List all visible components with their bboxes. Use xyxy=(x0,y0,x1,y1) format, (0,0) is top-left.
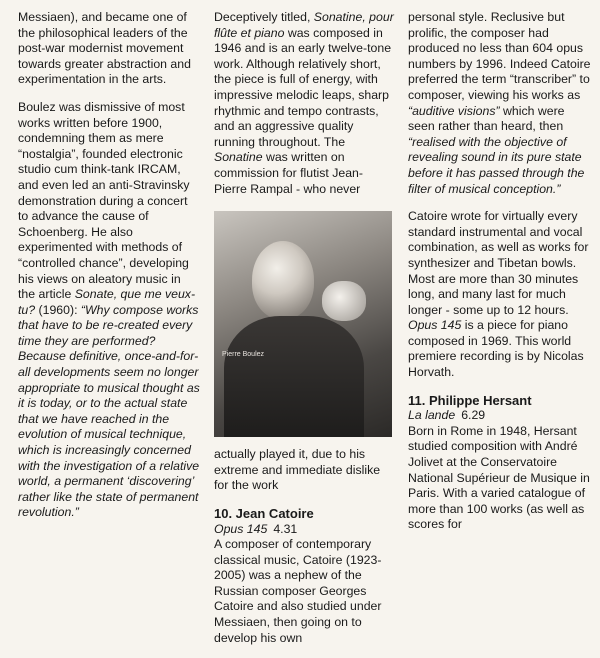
track-heading: 10. Jean Catoire xyxy=(214,505,314,521)
paragraph xyxy=(18,100,200,521)
paragraph xyxy=(214,10,394,197)
track-heading: 11. Philippe Hersant xyxy=(408,392,532,408)
quote: “realised with the objective of revealing sound in its pure state before it has passed through the filter of musical conception.” xyxy=(408,134,585,196)
column-2 xyxy=(214,10,394,658)
quote: “auditive visions” xyxy=(408,103,500,118)
duration: 4.31 xyxy=(273,521,298,536)
text-run: personal style. Reclusive but prolific, the composer had produced no less than 604 opus numbers by 1996. Indeed Catoire preferred the term “transcriber” to composer, viewing his works as xyxy=(408,10,591,102)
text-run: was composed in 1946 and is an early twelve-tone work. Although relatively short, the piece is full of energy, with impressive melodic leaps, sharp rhythmic and tempo contrasts, and an aggressive quality running throughout. The xyxy=(214,25,392,149)
text-run: Boulez was dismissive of most works written before 1900, condemning them as mere “nostalgia”, founded electronic studio cum think-tank IRCAM, and even led an anti-Stravinsky demonstration during a concert to advance the cause of Schoenberg. He also experimented with methods of “controlled chance”, developing his views on aleatory music in the article xyxy=(18,99,190,302)
photo-credit: Pierre Boulez xyxy=(222,351,265,359)
composer-photo xyxy=(214,211,392,437)
track-subtitle xyxy=(214,522,394,538)
photo-body xyxy=(224,316,364,437)
work-title: Sonatine xyxy=(214,150,263,165)
text-run: which were seen rather than heard, then xyxy=(408,103,565,134)
paragraph: actually played it, due to his extreme and immediate dislike for the work xyxy=(214,447,381,493)
paragraph: A composer of contemporary classical music, Catoire (1923-2005) was a nephew of the Russian composer Georges Catoire and also studied under Messiaen, then going on to develop his own xyxy=(214,537,382,645)
work-title: Opus 145 xyxy=(408,318,462,333)
column-1 xyxy=(18,10,200,533)
text-run: is a piece for piano composed in 1969. This world premiere recording is by Nicolas Horvath. xyxy=(408,318,584,380)
text-run: (1960): xyxy=(35,302,81,317)
text-run: was written on commission for flutist Jean-Pierre Rampal - who never xyxy=(214,150,363,196)
duration: 6.29 xyxy=(461,408,486,423)
work-title: Sonate, que me veux-tu? xyxy=(18,287,196,317)
track-subtitle xyxy=(408,408,594,424)
work-title: La lande xyxy=(408,408,456,423)
quote: “Why compose works that have to be re-created every time they are performed? Because definitive, once-and-for-all developments seem no longer appropriate to musical thought as it is today, or to the actual state that we have reached in the evolution of musical technique, which is increasingly concerned with the investigation of a relative world, a permanent ‘discovering’ rather like the state of permanent revolution.” xyxy=(18,302,200,520)
column-3 xyxy=(408,10,594,545)
paragraph: Messiaen), and became one of the philosophical leaders of the post-war modernist movement towards greater abstraction and experimentation in the arts. xyxy=(18,10,191,87)
paragraph xyxy=(408,209,594,381)
photo-head xyxy=(252,241,314,319)
paragraph xyxy=(408,10,594,197)
text-run: Catoire wrote for virtually every standard instrumental and vocal combination, as well as works for synthesizer and Tibetan bowls. Most are more than 30 minutes long, and many last for much longer - some up to 12 hours. xyxy=(408,209,589,317)
text-run: Deceptively titled, xyxy=(214,10,314,24)
work-title: Opus 145 xyxy=(214,521,268,536)
work-title: Sonatine, pour flûte et piano xyxy=(214,10,394,40)
photo-hand xyxy=(322,281,366,321)
paragraph: Born in Rome in 1948, Hersant studied composition with André Jolivet at the Conservatoire National Supérieur de Musique in Paris. With a varied catalogue of more than 100 works (as well as scores for xyxy=(408,423,590,532)
